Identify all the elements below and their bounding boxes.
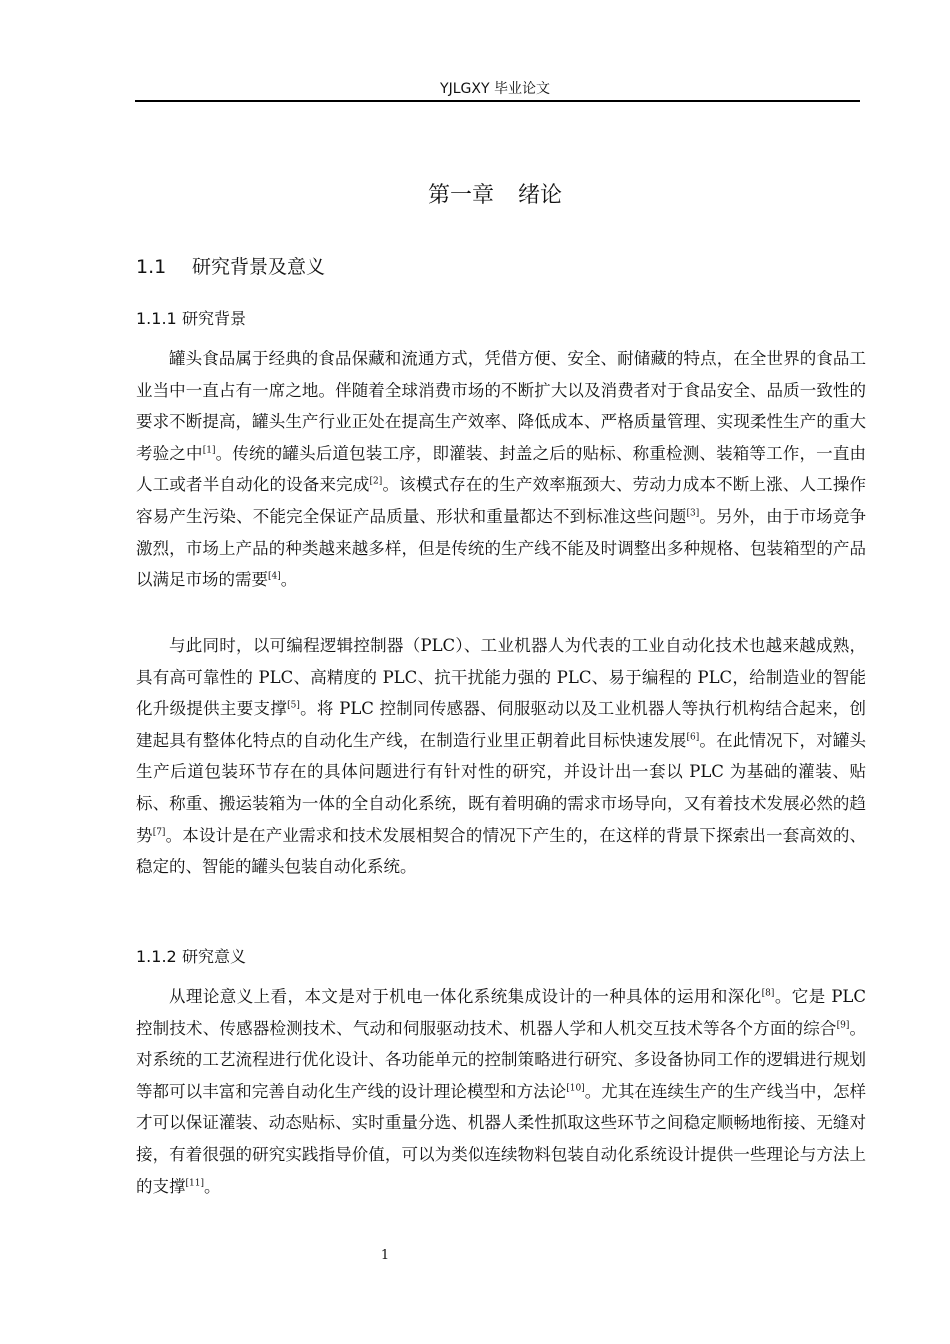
citation: [1] — [202, 445, 216, 456]
subsection-number: 1.1.2 — [136, 947, 177, 966]
text-run: 。将 PLC 控制同传感器、伺服驱动以及工业机器人等执行机构结合起来，创建起具有整体化特点的自动化生产线，在制造行业里正朝着此目标快速发展 — [136, 699, 866, 750]
chapter-title — [0, 178, 950, 209]
header-divider — [135, 100, 860, 102]
citation: [7] — [152, 827, 166, 838]
text-run: 从理论意义上看，本文是对于机电一体化系统集成设计的一种具体的运用和深化 — [169, 987, 762, 1006]
text-run: 。 — [203, 1176, 221, 1196]
text-run: 。对系统的工艺流程进行优化设计、各功能单元的控制策略进行研究、多设备协同工作的逻辑进行规划等都可以丰富和完善自动化生产线的设计理论模型和方法论 — [136, 1018, 867, 1101]
paragraph-background-1 — [136, 343, 866, 596]
subsection-title: 研究背景 — [182, 309, 247, 328]
paragraph-significance — [136, 981, 866, 1202]
text-run: 。本设计是在产业需求和技术发展相契合的情况下产生的，在这样的背景下探索出一套高效的、稳定的、智能的罐头包装自动化系统。 — [136, 825, 867, 877]
text-run: 与此同时，以可编程逻辑控制器（PLC）、工业机器人为代表的工业自动化技术也越来越成熟，具有高可靠性的 PLC、高精度的 PLC、抗干扰能力强的 PLC、易于编程的 PLC，给制造业的智能化升级提供主要支撑 — [136, 636, 866, 719]
chapter-number: 第一章 — [427, 183, 494, 208]
text-run: 。该模式存在的生产效率瓶颈大、劳动力成本不断上涨、人工操作容易产生污染、不能完全保证产品质量、形状和重量都达不到标准这些问题 — [136, 475, 867, 526]
subsection-heading-background — [136, 306, 246, 329]
text-run: 。 — [280, 570, 298, 590]
paragraph-background-2 — [136, 630, 866, 883]
text-run: 。另外，由于市场竞争激烈，市场上产品的种类越来越多样，但是传统的生产线不能及时调整出多种规格、包装箱型的产品以满足市场的需要 — [136, 506, 867, 590]
page-number: 1 — [380, 1248, 390, 1263]
subsection-number: 1.1.1 — [136, 309, 177, 328]
citation: [10] — [566, 1083, 585, 1094]
citation: [6] — [686, 732, 700, 743]
citation: [8] — [761, 988, 775, 999]
text-run: 。传统的罐头后道包装工序，即灌装、封盖之后的贴标、称重检测、装箱等工作，一直由人工或者半自动化的设备来完成 — [136, 443, 867, 495]
section-title: 研究背景及意义 — [192, 256, 326, 278]
text-run: 罐头食品属于经典的食品保藏和流通方式，凭借方便、安全、耐储藏的特点，在全世界的食品工业当中一直占有一席之地。伴随着全球消费市场的不断扩大以及消费者对于食品安全、品质一致性的要求不断提高，罐头生产行业正处在提高生产效率、降低成本、严格质量管理、实现柔性生产的重大考验之中 — [136, 349, 866, 463]
section-heading — [136, 252, 325, 279]
running-header: YJLGXY 毕业论文 — [440, 81, 550, 97]
citation: [2] — [369, 476, 383, 487]
text-run: 。尤其在连续生产的生产线当中，怎样才可以保证灌装、动态贴标、实时重量分选、机器人柔性抓取这些环节之间稳定顺畅地衔接、无缝对接，有着很强的研究实践指导价值，可以为类似连续物料包装自动化系统设计提供一些理论与方法上的支撑 — [136, 1081, 866, 1196]
citation: [9] — [836, 1020, 850, 1031]
text-run: 。它是 PLC 控制技术、传感器检测技术、气动和伺服驱动技术、机器人学和人机交互技术等各个方面的综合 — [136, 987, 866, 1038]
citation: [5] — [287, 700, 300, 711]
citation: [11] — [185, 1178, 204, 1189]
citation: [4] — [268, 571, 281, 582]
subsection-title: 研究意义 — [182, 947, 247, 966]
citation: [3] — [686, 508, 700, 519]
text-run: 。在此情况下，对罐头生产后道包装环节存在的具体问题进行有针对性的研究，并设计出一套以 PLC 为基础的灌装、贴标、称重、搬运装箱为一体的全自动化系统，既有着明确的需求市场导向，又有着技术发展必然的趋势 — [136, 730, 867, 845]
subsection-heading-significance — [136, 944, 246, 967]
chapter-name: 绪论 — [518, 183, 563, 208]
section-number: 1.1 — [136, 256, 167, 278]
